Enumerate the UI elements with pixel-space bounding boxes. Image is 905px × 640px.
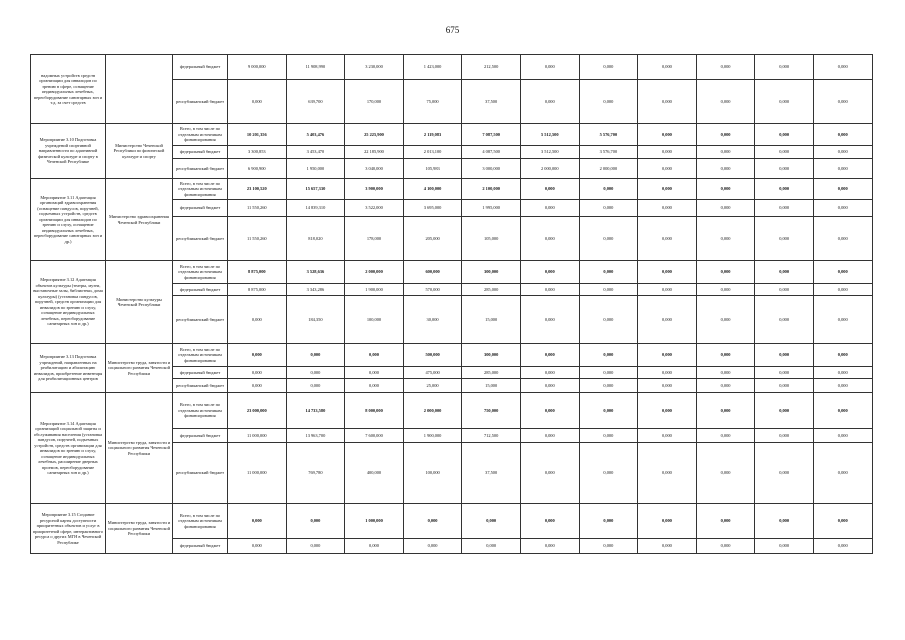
amount-cell: 639,700: [286, 80, 345, 124]
amount-cell: 0,000: [755, 124, 814, 146]
amount-cell: 105,983: [403, 159, 462, 179]
amount-cell: 0,000: [579, 200, 638, 217]
amount-cell: 300,000: [462, 261, 521, 284]
page-number: 675: [445, 25, 460, 35]
amount-cell: 0,000: [696, 80, 755, 124]
amount-cell: 0,000: [696, 55, 755, 80]
amount-cell: 0,000: [755, 296, 814, 344]
amount-cell: 0,000: [228, 367, 287, 379]
amount-cell: 0,000: [520, 539, 579, 554]
amount-cell: 0,000: [755, 159, 814, 179]
amount-cell: 0,000: [228, 539, 287, 554]
amount-cell: 9 000,000: [228, 55, 287, 80]
amount-cell: 0,000: [755, 539, 814, 554]
amount-cell: 3 900,000: [345, 179, 404, 200]
amount-cell: 285,000: [462, 367, 521, 379]
amount-cell: 105,000: [462, 217, 521, 261]
amount-cell: 3 000,000: [462, 159, 521, 179]
activity-cell: Мероприятие 3.15 Создание ресурсной карты доступности приоритетных объектов и услуг в приоритетной сфере, интерактивного ресурса о других МГН в Чеченской Республике: [31, 504, 106, 554]
amount-cell: 10 201,356: [228, 124, 287, 146]
amount-cell: 1 000,000: [345, 504, 404, 539]
amount-cell: 0,000: [755, 200, 814, 217]
amount-cell: 0,000: [579, 443, 638, 504]
amount-cell: 1 900,000: [403, 429, 462, 443]
amount-cell: 0,000: [696, 344, 755, 367]
amount-cell: 3 300,853: [228, 146, 287, 159]
amount-cell: 2 000,000: [520, 159, 579, 179]
amount-cell: 5 576,700: [579, 124, 638, 146]
budget-table: [30, 54, 873, 554]
table-row: [31, 55, 873, 80]
amount-cell: 0,000: [638, 200, 697, 217]
amount-cell: 0,000: [755, 443, 814, 504]
amount-cell: 1 950,000: [286, 159, 345, 179]
amount-cell: 0,000: [228, 504, 287, 539]
amount-cell: 0,000: [520, 367, 579, 379]
amount-cell: 0,000: [813, 159, 872, 179]
amount-cell: 5 512,500: [520, 124, 579, 146]
amount-cell: 600,000: [403, 261, 462, 284]
amount-cell: 37,500: [462, 443, 521, 504]
amount-cell: 0,000: [520, 443, 579, 504]
table-row: [31, 393, 873, 429]
amount-cell: 1 900,000: [345, 284, 404, 296]
amount-cell: 11 000,000: [228, 443, 287, 504]
amount-cell: 11 908,990: [286, 55, 345, 80]
amount-cell: 0,000: [520, 179, 579, 200]
executor-cell: Министерство культуры Чеченской Республики: [106, 261, 173, 344]
amount-cell: 0,000: [520, 429, 579, 443]
amount-cell: 0,000: [286, 344, 345, 367]
amount-cell: 0,000: [520, 296, 579, 344]
amount-cell: 8 875,000: [228, 284, 287, 296]
amount-cell: 0,000: [520, 504, 579, 539]
amount-cell: 500,000: [403, 344, 462, 367]
activity-cell: Мероприятие 3.10 Подготовка учреждений спортивной направленности по адаптивной физической культуре и спорту в Чеченской Республике: [31, 124, 106, 179]
amount-cell: 0,000: [696, 217, 755, 261]
amount-cell: 11 000,000: [228, 429, 287, 443]
amount-cell: 0,000: [813, 217, 872, 261]
amount-cell: 6 900,900: [228, 159, 287, 179]
amount-cell: 0,000: [755, 393, 814, 429]
amount-cell: 0,000: [755, 367, 814, 379]
amount-cell: 0,000: [813, 504, 872, 539]
amount-cell: 0,000: [638, 504, 697, 539]
amount-cell: 0,000: [638, 443, 697, 504]
amount-cell: 0,000: [696, 179, 755, 200]
amount-cell: 0,000: [579, 393, 638, 429]
amount-cell: 0,000: [579, 296, 638, 344]
amount-cell: 14 733,580: [286, 393, 345, 429]
funding-source-cell: республиканский бюджет: [173, 159, 228, 179]
amount-cell: 0,000: [638, 367, 697, 379]
amount-cell: 13 963,700: [286, 429, 345, 443]
amount-cell: 25,000: [403, 379, 462, 393]
amount-cell: 178,000: [345, 217, 404, 261]
amount-cell: 0,000: [579, 55, 638, 80]
amount-cell: 184,350: [286, 296, 345, 344]
table-row: [31, 179, 873, 200]
amount-cell: 0,000: [579, 284, 638, 296]
executor-cell: Министерство Чеченской Республики по физической культуре и спорту: [106, 124, 173, 179]
funding-source-cell: Всего, в том числе по отдельным источникам финансирования: [173, 344, 228, 367]
amount-cell: 0,000: [403, 504, 462, 539]
amount-cell: 0,000: [813, 55, 872, 80]
activity-cell: Мероприятие 3.11 Адаптация организаций здравоохранения (оснащение пандусов, поручней, подъемных устройств, средств организации для инвалидов по зрению и слуху, оснащение индивидуальных лечебных, переоборудование санитарных зон и др.): [31, 179, 106, 261]
amount-cell: 4 100,000: [403, 179, 462, 200]
amount-cell: 0,000: [345, 379, 404, 393]
amount-cell: 7 087,500: [462, 124, 521, 146]
amount-cell: 5 403,476: [286, 124, 345, 146]
amount-cell: 75,000: [403, 80, 462, 124]
amount-cell: 11 550,260: [228, 217, 287, 261]
funding-source-cell: Всего, в том числе по отдельным источникам финансирования: [173, 124, 228, 146]
funding-source-cell: республиканский бюджет: [173, 296, 228, 344]
amount-cell: 0,000: [813, 146, 872, 159]
amount-cell: 0,000: [813, 367, 872, 379]
amount-cell: 0,000: [696, 367, 755, 379]
amount-cell: 0,000: [696, 379, 755, 393]
amount-cell: 0,000: [638, 159, 697, 179]
amount-cell: 0,000: [579, 367, 638, 379]
funding-source-cell: федеральный бюджет: [173, 367, 228, 379]
amount-cell: 0,000: [755, 504, 814, 539]
amount-cell: 285,000: [462, 284, 521, 296]
amount-cell: 0,000: [813, 344, 872, 367]
amount-cell: 0,000: [813, 539, 872, 554]
table-row: [31, 261, 873, 284]
amount-cell: 0,000: [403, 539, 462, 554]
funding-source-cell: Всего, в том числе по отдельным источникам финансирования: [173, 179, 228, 200]
amount-cell: 3 528,636: [286, 261, 345, 284]
amount-cell: 0,000: [638, 261, 697, 284]
table-row: [31, 124, 873, 146]
amount-cell: 2 100,000: [462, 179, 521, 200]
amount-cell: 0,000: [579, 217, 638, 261]
amount-cell: 0,000: [696, 539, 755, 554]
amount-cell: 0,000: [813, 296, 872, 344]
funding-source-cell: федеральный бюджет: [173, 146, 228, 159]
amount-cell: 0,000: [755, 379, 814, 393]
amount-cell: 0,000: [286, 504, 345, 539]
amount-cell: 0,000: [638, 179, 697, 200]
amount-cell: 2 119,083: [403, 124, 462, 146]
amount-cell: 0,000: [579, 539, 638, 554]
amount-cell: 2 013,100: [403, 146, 462, 159]
amount-cell: 170,000: [345, 80, 404, 124]
amount-cell: 25 225,900: [345, 124, 404, 146]
amount-cell: 0,000: [755, 261, 814, 284]
amount-cell: 0,000: [638, 284, 697, 296]
amount-cell: 0,000: [813, 393, 872, 429]
amount-cell: 15 657,330: [286, 179, 345, 200]
amount-cell: 0,000: [638, 217, 697, 261]
amount-cell: 0,000: [520, 217, 579, 261]
activity-cell: надомных устройств средств организации для инвалидов по зрению в сфере, оснащение индивидуальных лечебных, переоборудование санитарных зон и т.д. за счет средств: [31, 55, 106, 124]
funding-source-cell: федеральный бюджет: [173, 200, 228, 217]
amount-cell: 0,000: [638, 55, 697, 80]
amount-cell: 0,000: [638, 539, 697, 554]
amount-cell: 0,000: [696, 146, 755, 159]
funding-source-cell: федеральный бюджет: [173, 429, 228, 443]
amount-cell: 100,000: [345, 296, 404, 344]
amount-cell: 0,000: [755, 284, 814, 296]
amount-cell: 0,000: [813, 179, 872, 200]
amount-cell: 22 185,900: [345, 146, 404, 159]
amount-cell: 8 875,000: [228, 261, 287, 284]
funding-source-cell: Всего, в том числе по отдельным источникам финансирования: [173, 504, 228, 539]
amount-cell: 0,000: [638, 80, 697, 124]
amount-cell: 14 839,310: [286, 200, 345, 217]
amount-cell: 3 576,700: [579, 146, 638, 159]
amount-cell: 0,000: [696, 443, 755, 504]
amount-cell: 3 040,000: [345, 159, 404, 179]
amount-cell: 0,000: [579, 504, 638, 539]
activity-cell: Мероприятие 3.13 Подготовка учреждений, направленных на реабилитацию и абилитацию инвалидов, приобретение инвентаря для реабилитационных центров: [31, 344, 106, 393]
amount-cell: 0,000: [520, 55, 579, 80]
funding-source-cell: республиканский бюджет: [173, 443, 228, 504]
table-row: [31, 504, 873, 539]
amount-cell: 0,000: [228, 379, 287, 393]
amount-cell: 3 695,000: [403, 200, 462, 217]
amount-cell: 205,000: [403, 217, 462, 261]
amount-cell: 0,000: [579, 379, 638, 393]
funding-source-cell: федеральный бюджет: [173, 539, 228, 554]
amount-cell: 0,000: [286, 539, 345, 554]
amount-cell: 0,000: [813, 284, 872, 296]
amount-cell: 3 453,470: [286, 146, 345, 159]
amount-cell: 0,000: [520, 80, 579, 124]
amount-cell: 0,000: [462, 504, 521, 539]
funding-source-cell: республиканский бюджет: [173, 379, 228, 393]
amount-cell: 0,000: [696, 124, 755, 146]
amount-cell: 0,000: [520, 200, 579, 217]
amount-cell: 0,000: [579, 429, 638, 443]
amount-cell: 0,000: [813, 124, 872, 146]
amount-cell: 3 230,000: [345, 55, 404, 80]
amount-cell: 1 423,000: [403, 55, 462, 80]
amount-cell: 0,000: [462, 539, 521, 554]
amount-cell: 0,000: [286, 379, 345, 393]
amount-cell: 0,000: [813, 443, 872, 504]
amount-cell: 23 000,000: [228, 393, 287, 429]
executor-cell: Министерство труда, занятости и социального развития Чеченской Республики: [106, 504, 173, 554]
amount-cell: 712,500: [462, 429, 521, 443]
amount-cell: 0,000: [755, 429, 814, 443]
amount-cell: 0,000: [755, 55, 814, 80]
amount-cell: 769,780: [286, 443, 345, 504]
amount-cell: 0,000: [696, 284, 755, 296]
funding-source-cell: федеральный бюджет: [173, 284, 228, 296]
amount-cell: 0,000: [813, 261, 872, 284]
amount-cell: 0,000: [228, 344, 287, 367]
amount-cell: 4 087,500: [462, 146, 521, 159]
amount-cell: 0,000: [345, 367, 404, 379]
amount-cell: 570,000: [403, 284, 462, 296]
amount-cell: 0,000: [755, 80, 814, 124]
amount-cell: 0,000: [755, 146, 814, 159]
amount-cell: 0,000: [755, 344, 814, 367]
amount-cell: 0,000: [755, 179, 814, 200]
amount-cell: 23 100,520: [228, 179, 287, 200]
table-row: [31, 344, 873, 367]
amount-cell: 0,000: [228, 80, 287, 124]
amount-cell: 0,000: [345, 539, 404, 554]
amount-cell: 0,000: [696, 393, 755, 429]
amount-cell: 0,000: [520, 393, 579, 429]
amount-cell: 2 000,000: [403, 393, 462, 429]
amount-cell: 0,000: [813, 80, 872, 124]
amount-cell: 475,000: [403, 367, 462, 379]
amount-cell: 0,000: [696, 200, 755, 217]
amount-cell: 0,000: [286, 367, 345, 379]
amount-cell: 0,000: [638, 124, 697, 146]
amount-cell: 0,000: [520, 261, 579, 284]
amount-cell: 2 000,000: [579, 159, 638, 179]
amount-cell: 400,000: [345, 443, 404, 504]
amount-cell: 0,000: [696, 504, 755, 539]
funding-source-cell: республиканский бюджет: [173, 217, 228, 261]
amount-cell: 0,000: [520, 379, 579, 393]
amount-cell: 0,000: [696, 296, 755, 344]
amount-cell: 2 000,000: [345, 261, 404, 284]
amount-cell: 30,000: [403, 296, 462, 344]
amount-cell: 0,000: [345, 344, 404, 367]
amount-cell: 0,000: [638, 429, 697, 443]
amount-cell: 0,000: [755, 217, 814, 261]
amount-cell: 0,000: [696, 159, 755, 179]
amount-cell: 750,000: [462, 393, 521, 429]
amount-cell: 0,000: [638, 393, 697, 429]
funding-source-cell: Всего, в том числе по отдельным источникам финансирования: [173, 261, 228, 284]
activity-cell: Мероприятие 3.14 Адаптация организаций социальной защиты и обслуживания населения (установка пандусов, поручней, подъемных устройств, средств организации для инвалидов по зрению и слуху, оснащение индивидуальных лечебных, расширение дверных проемов, переоборудование санитарных зон и др.): [31, 393, 106, 504]
amount-cell: 3 522,000: [345, 200, 404, 217]
executor-cell: Министерство здравоохранения Чеченской Республики: [106, 179, 173, 261]
amount-cell: 15,000: [462, 296, 521, 344]
amount-cell: 0,000: [696, 261, 755, 284]
amount-cell: 1 995,000: [462, 200, 521, 217]
amount-cell: 11 550,260: [228, 200, 287, 217]
amount-cell: 15,000: [462, 379, 521, 393]
amount-cell: 0,000: [813, 200, 872, 217]
funding-source-cell: Всего, в том числе по отдельным источникам финансирования: [173, 393, 228, 429]
amount-cell: 212,500: [462, 55, 521, 80]
amount-cell: 37,500: [462, 80, 521, 124]
amount-cell: 0,000: [813, 379, 872, 393]
amount-cell: 3 343,286: [286, 284, 345, 296]
amount-cell: 100,000: [403, 443, 462, 504]
amount-cell: 0,000: [638, 146, 697, 159]
amount-cell: 0,000: [228, 296, 287, 344]
amount-cell: 0,000: [696, 429, 755, 443]
executor-cell: Министерство труда, занятости и социального развития Чеченской Республики: [106, 393, 173, 504]
amount-cell: 0,000: [638, 379, 697, 393]
amount-cell: 0,000: [579, 179, 638, 200]
amount-cell: 7 600,000: [345, 429, 404, 443]
amount-cell: 0,000: [579, 261, 638, 284]
activity-cell: Мероприятие 3.12 Адаптация объектов культуры (театры, музеи, выставочные залы, библиотеки, дома культуры) (установка пандусов, поручней, средств организации для инвалидов по зрению и слуху, оснащение индивидуальных лечебных, переоборудование санитарных зон и др.): [31, 261, 106, 344]
amount-cell: 0,000: [579, 80, 638, 124]
funding-source-cell: федеральный бюджет: [173, 55, 228, 80]
amount-cell: 0,000: [520, 344, 579, 367]
amount-cell: 0,000: [638, 344, 697, 367]
amount-cell: 818,020: [286, 217, 345, 261]
funding-source-cell: республиканский бюджет: [173, 80, 228, 124]
executor-cell: [106, 55, 173, 124]
amount-cell: 8 000,000: [345, 393, 404, 429]
amount-cell: 0,000: [520, 284, 579, 296]
amount-cell: 0,000: [638, 296, 697, 344]
amount-cell: 300,000: [462, 344, 521, 367]
executor-cell: Министерство труда, занятости и социального развития Чеченской Республики: [106, 344, 173, 393]
amount-cell: 0,000: [579, 344, 638, 367]
amount-cell: 3 512,500: [520, 146, 579, 159]
amount-cell: 0,000: [813, 429, 872, 443]
